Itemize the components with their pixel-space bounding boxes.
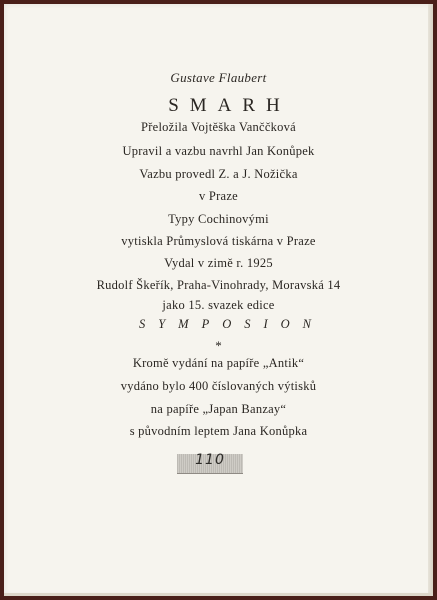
copy-number: 110 xyxy=(195,452,225,468)
author-name: Gustave Flaubert xyxy=(170,70,267,85)
series-name: SYMPOSION xyxy=(138,317,325,331)
credit-publisher: Rudolf Škeřík, Praha-Vinohrady, Moravská 14 xyxy=(96,278,341,292)
credit-published: Vydal v zimě r. 1925 xyxy=(164,256,273,270)
credit-typeface: Typy Cochinovými xyxy=(168,212,269,226)
credit-binding: Vazbu provedl Z. a J. Nožička xyxy=(139,167,298,181)
credit-designer: Upravil a vazbu navrhl Jan Konůpek xyxy=(122,144,315,158)
edition-note-line: Kromě vydání na papíře „Antik“ xyxy=(132,356,305,370)
book-title: SMARH xyxy=(168,95,291,116)
edition-note-line: na papíře „Japan Banzay“ xyxy=(150,402,287,416)
credit-printer: vytiskla Průmyslová tiskárna v Praze xyxy=(121,234,316,248)
edition-note-line: vydáno bylo 400 číslovaných výtisků xyxy=(120,379,317,393)
credit-translator: Přeložila Vojtěška Vanččková xyxy=(141,120,296,134)
credit-volume: jako 15. svazek edice xyxy=(162,298,275,312)
separator-asterisk: * xyxy=(215,338,222,353)
page-edge-bottom xyxy=(4,593,433,596)
credit-binding-place: v Praze xyxy=(199,189,238,203)
edition-note-line: s původním leptem Jana Konůpka xyxy=(129,424,308,438)
